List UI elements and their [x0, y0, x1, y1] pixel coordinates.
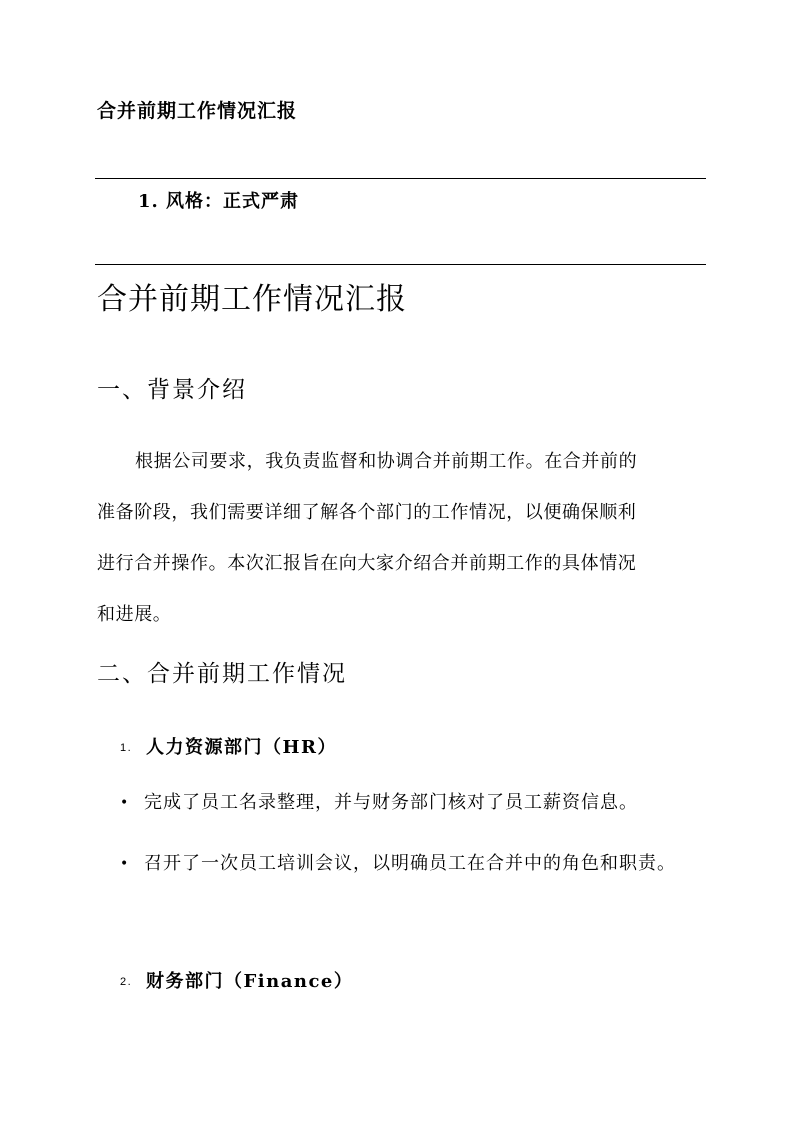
bullet-text: 召开了一次员工培训会议，以明确员工在合并中的角色和职责。 — [144, 853, 676, 874]
bullet-dot-icon: • — [120, 856, 130, 872]
document-title: 合并前期工作情况汇报 — [97, 282, 407, 317]
header-title: 合并前期工作情况汇报 — [97, 100, 298, 122]
divider-top — [95, 178, 706, 179]
list-number: 1. — [120, 742, 133, 754]
bullet-item — [120, 838, 700, 890]
list-item-label: 人力资源部门（HR） — [146, 737, 337, 758]
paragraph-line: 和进展。 — [97, 604, 172, 625]
section-heading-background: 一、背景介绍 — [97, 377, 247, 403]
bullet-text: 完成了员工名录整理，并与财务部门核对了员工薪资信息。 — [144, 792, 638, 813]
divider-bottom — [95, 264, 706, 265]
list-item-label: 财务部门（Finance） — [146, 971, 354, 992]
section-heading-work-status: 二、合并前期工作情况 — [97, 661, 347, 687]
background-paragraph — [97, 436, 703, 640]
list-number: 2. — [120, 976, 133, 988]
paragraph-line: 进行合并操作。本次汇报旨在向大家介绍合并前期工作的具体情况 — [97, 553, 637, 574]
paragraph-line: 根据公司要求，我负责监督和协调合并前期工作。在合并前的 — [135, 451, 638, 472]
style-line: 1. 风格：正式严肃 — [138, 191, 300, 212]
list-item-finance — [120, 967, 353, 993]
bullet-dot-icon: • — [120, 795, 130, 811]
bullet-item — [120, 777, 700, 829]
paragraph-line: 准备阶段，我们需要详细了解各个部门的工作情况，以便确保顺利 — [97, 502, 637, 523]
list-item-hr — [120, 733, 337, 759]
